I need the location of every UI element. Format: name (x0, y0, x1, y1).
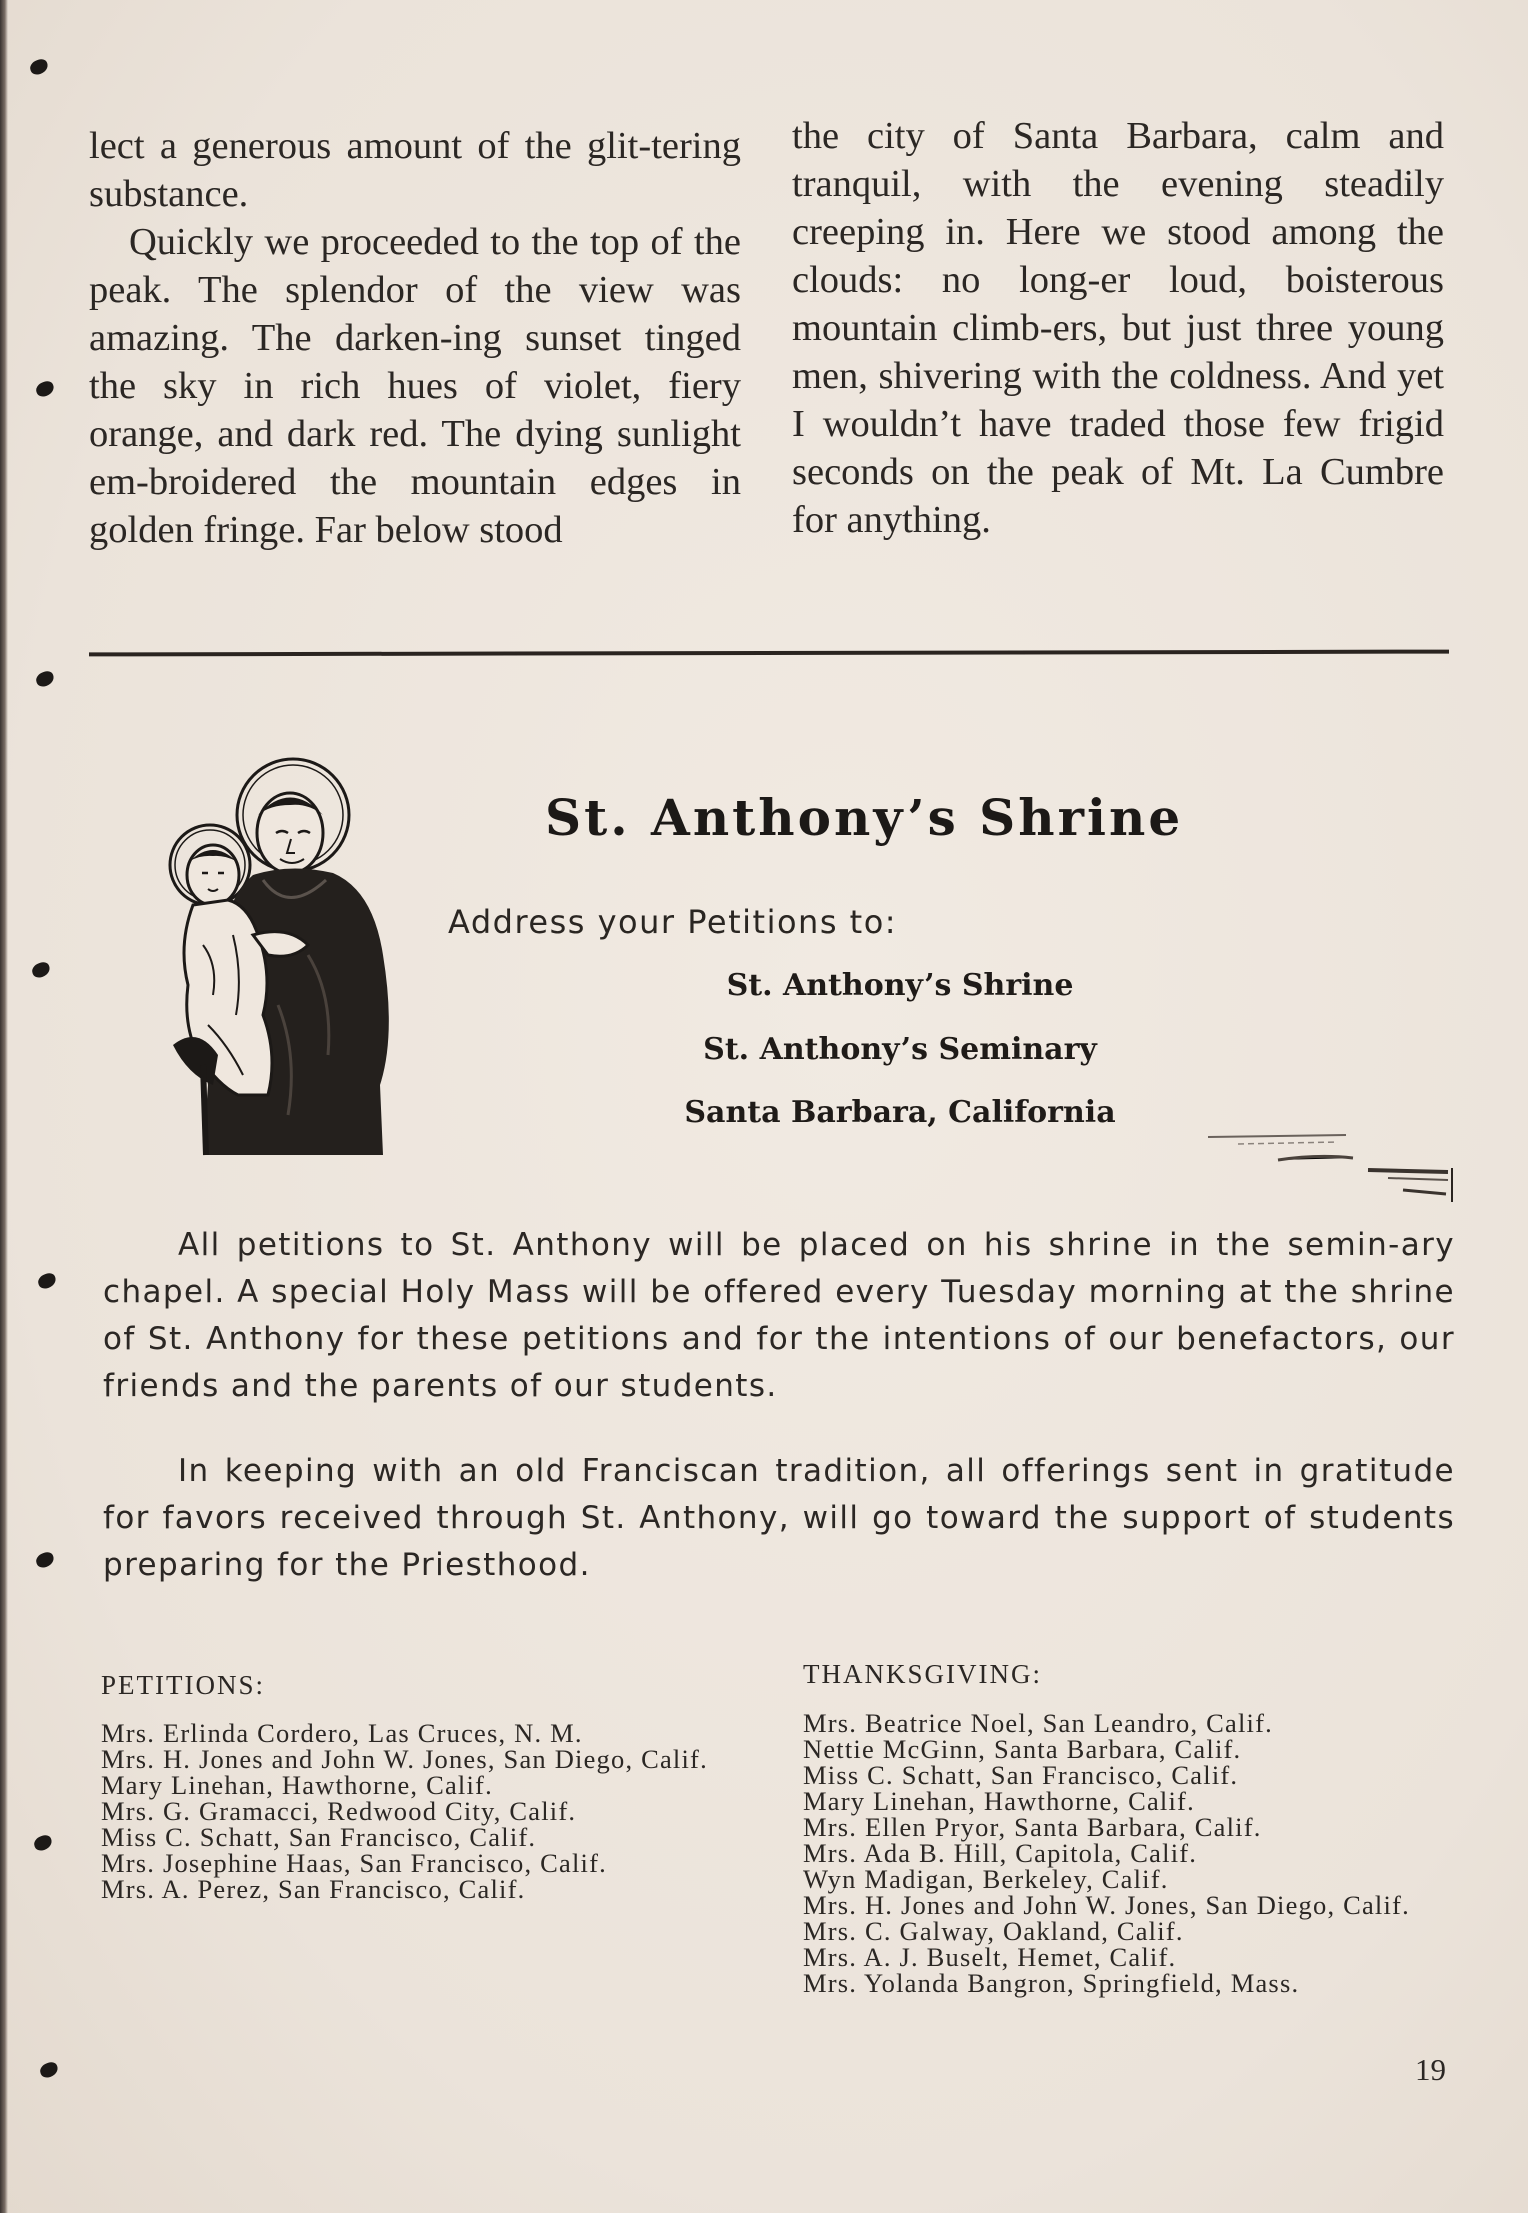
list-item: Mary Linehan, Hawthorne, Calif. (101, 1770, 493, 1800)
list-item: Mrs. Josephine Haas, San Francisco, Calif. (101, 1848, 607, 1878)
punch-hole (34, 669, 56, 688)
shrine-title: St. Anthony’s Shrine (545, 788, 1184, 847)
binding-edge (0, 0, 8, 2213)
list-item: Miss C. Schatt, San Francisco, Calif. (101, 1822, 537, 1852)
list-item: Mrs. Erlinda Cordero, Las Cruces, N. M. (101, 1718, 583, 1748)
petitions-heading: PETITIONS: (101, 1670, 265, 1700)
punch-hole (36, 1271, 58, 1290)
punch-hole (28, 57, 50, 76)
punch-hole (32, 1833, 54, 1852)
section-divider (89, 650, 1449, 657)
shrine-paragraph-text: All petitions to St. Anthony will be placed on his shrine in the semin-ary chapel. A special Holy Mass will be offered every Tuesday morning at the shrine of St. Anthony for these petitions and for the intentions of our benefactors, our friends and the parents of our students. (103, 1227, 1455, 1404)
shrine-paragraph-text: In keeping with an old Franciscan tradition, all offerings sent in gratitude for favors received through St. Anthony, will go toward the support of students preparing for the Priesthood. (103, 1453, 1455, 1583)
punch-hole (34, 1550, 56, 1569)
article-left-column (89, 122, 741, 554)
list-item: Mrs. Beatrice Noel, San Leandro, Calif. (803, 1708, 1273, 1738)
list-item: Mrs. C. Galway, Oakland, Calif. (803, 1916, 1184, 1946)
list-item: Mrs. A. J. Buselt, Hemet, Calif. (803, 1942, 1177, 1972)
list-item: Miss C. Schatt, San Francisco, Calif. (803, 1760, 1239, 1790)
address-line: St. Anthony’s Shrine (726, 968, 1074, 1003)
shrine-paragraph (103, 1222, 1455, 1410)
st-anthony-illustration (158, 755, 403, 1160)
page-number: 19 (1415, 2052, 1446, 2087)
article-paragraph: the city of Santa Barbara, calm and tranquil, with the evening steadily creeping in. Here we stood among the clouds: no long-er loud, boisterous mountain climb-ers, but just three young men, shivering with the coldness. And yet I wouldn’t have traded those few frigid seconds on the peak of Mt. La Cumbre for anything. (792, 115, 1444, 541)
list-item: Wyn Madigan, Berkeley, Calif. (803, 1864, 1169, 1894)
list-item: Mrs. G. Gramacci, Redwood City, Calif. (101, 1796, 577, 1826)
petitions-list (101, 1720, 761, 1902)
article-paragraph: Quickly we proceeded to the top of the peak. The splendor of the view was amazing. The darken-ing sunset tinged the sky in rich hues of violet, fiery orange, and dark red. The dying sunlight em-broidered the mountain edges in golden fringe. Far below stood (89, 221, 741, 551)
list-item: Mrs. Ellen Pryor, Santa Barbara, Calif. (803, 1812, 1262, 1842)
article-paragraph: lect a generous amount of the glit-tering substance. (89, 125, 741, 215)
punch-hole (34, 379, 56, 398)
thanksgiving-list (803, 1710, 1463, 1996)
list-item: Mrs. H. Jones and John W. Jones, San Diego, Calif. (803, 1890, 1410, 1920)
address-intro: Address your Petitions to: (448, 903, 898, 941)
address-line: Santa Barbara, California (684, 1095, 1116, 1130)
list-item: Nettie McGinn, Santa Barbara, Calif. (803, 1734, 1242, 1764)
address-line: St. Anthony’s Seminary (703, 1032, 1097, 1067)
thanksgiving-heading: THANKSGIVING: (803, 1659, 1042, 1689)
ink-smudge (1198, 1132, 1458, 1212)
list-item: Mary Linehan, Hawthorne, Calif. (803, 1786, 1195, 1816)
punch-hole (38, 2060, 60, 2079)
list-item: Mrs. A. Perez, San Francisco, Calif. (101, 1874, 526, 1904)
list-item: Mrs. Ada B. Hill, Capitola, Calif. (803, 1838, 1198, 1868)
punch-hole (30, 960, 52, 979)
shrine-paragraph (103, 1448, 1455, 1589)
article-right-column (792, 112, 1444, 544)
list-item: Mrs. Yolanda Bangron, Springfield, Mass. (803, 1968, 1300, 1998)
list-item: Mrs. H. Jones and John W. Jones, San Diego, Calif. (101, 1744, 708, 1774)
